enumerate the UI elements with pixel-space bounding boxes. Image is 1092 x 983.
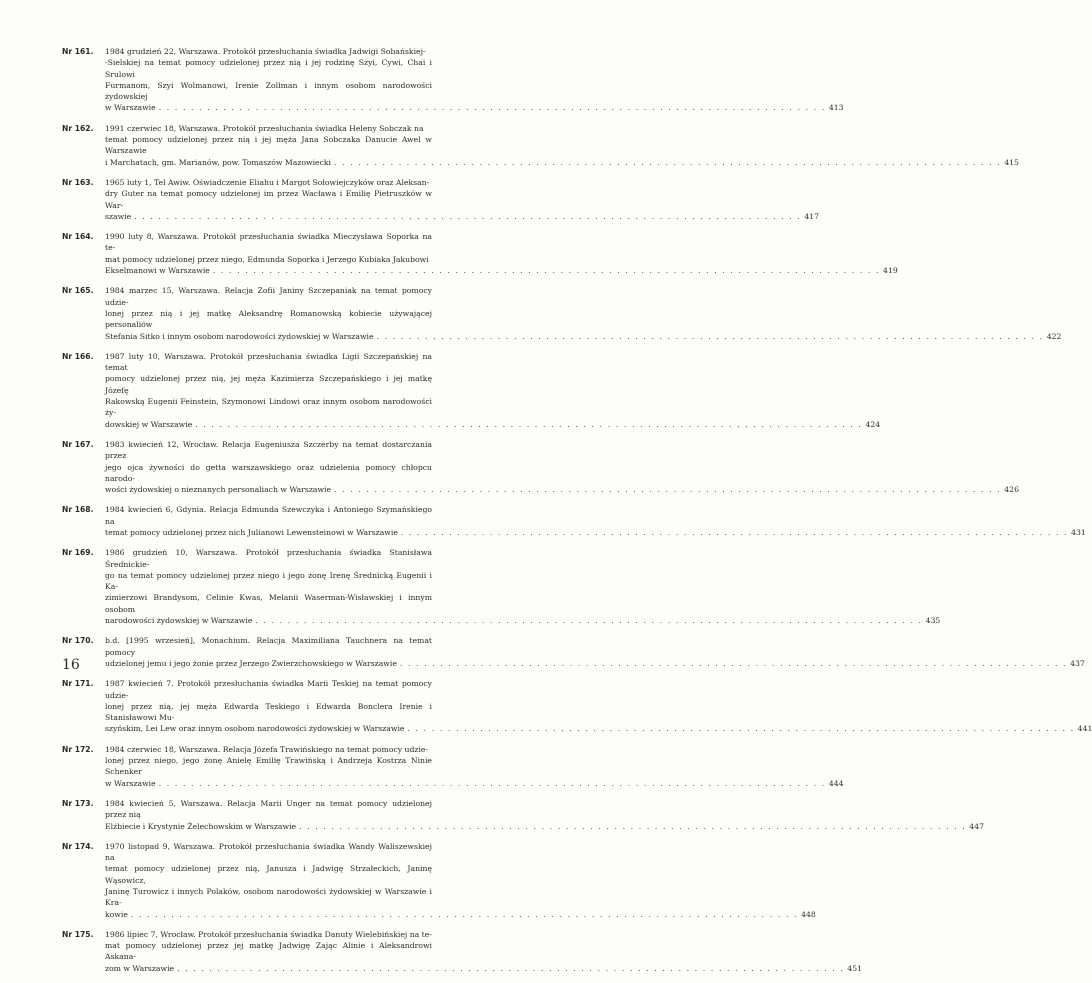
toc-entry[interactable] <box>62 439 1019 495</box>
entry-page-number: 424 <box>865 419 881 429</box>
entry-text-line: 1987 kwiecień 7. Protokół przesłuchania świadka Marii Teskiej na temat pomocy udzie- <box>105 679 432 700</box>
dot-leader: . . . . . . . . . . . . . . . . . . . . . . . . . . . . . . . . . . . . . . . . . . . . . . . . . . . . . . . . . . . . . . . . . . . . . . . . . . . . . . . . . . . <box>212 266 881 276</box>
toc-entry[interactable] <box>62 123 1019 168</box>
entry-text-line: 1990 luty 8, Warszawa. Protokół przesłuchania świadka Mieczysława Soporka na te- <box>105 232 432 253</box>
entry-last-line <box>105 265 898 276</box>
entry-text-line: 1984 czerwiec 18, Warszawa. Relacja Józefa Trawińskiego na temat pomocy udzie- <box>105 744 429 754</box>
entry-text-line: mat pomocy udzielonej przez jej matkę Jadwigę Zając Alinie i Aleksandrowi Askana- <box>105 941 432 962</box>
table-of-contents <box>62 46 1092 983</box>
entry-text-line: Stefania Sitko i innym osobom narodowości żydowskiej w Warszawie <box>105 331 374 341</box>
dot-leader: . . . . . . . . . . . . . . . . . . . . . . . . . . . . . . . . . . . . . . . . . . . . . . . . . . . . . . . . . . . . . . . . . . . . . . . . . . . . . . . . . . . <box>158 778 826 788</box>
entry-page-number: 431 <box>1071 527 1086 537</box>
entry-page-number: 437 <box>1070 658 1085 668</box>
entry-last-line <box>105 778 844 789</box>
entry-text-line: kowie <box>105 909 128 919</box>
toc-entry[interactable] <box>62 841 816 920</box>
toc-entry[interactable] <box>62 231 898 276</box>
entry-text-line: dowskiej w Warszawie <box>105 419 193 429</box>
entry-number: Nr 164. <box>62 232 94 242</box>
entry-last-line <box>105 527 1086 538</box>
entry-text-line: zimierzowi Brandysom, Celinie Kwas, Melanii Waserman-Wisławskiej i innym osobom <box>105 593 432 614</box>
entry-page-number: 451 <box>847 963 862 973</box>
entry-text-line: 1987 luty 10, Warszawa. Protokół przesłuchania świadka Ligii Szczepańskiej na temat <box>105 351 432 373</box>
entry-text-line: pomocy udzielonej przez nią, jej męża Kazimierza Szczepańskiego i jej matkę Józefę <box>105 374 432 395</box>
dot-leader: . . . . . . . . . . . . . . . . . . . . . . . . . . . . . . . . . . . . . . . . . . . . . . . . . . . . . . . . . . . . . . . . . . . . . . . . . . . . . . . . . . . <box>400 527 1069 537</box>
toc-entry[interactable] <box>62 285 1062 341</box>
dot-leader: . . . . . . . . . . . . . . . . . . . . . . . . . . . . . . . . . . . . . . . . . . . . . . . . . . . . . . . . . . . . . . . . . . . . . . . . . . . . . . . . . . . <box>255 616 923 626</box>
entry-text-line: zom w Warszawie <box>105 963 175 973</box>
entry-last-line <box>105 723 1092 734</box>
entry-text-line: 1984 grudzień 22, Warszawa. Protokół przesłuchania świadka Jadwigi Sobańskiej- <box>105 47 426 56</box>
toc-entry[interactable] <box>62 351 881 430</box>
entry-number: Nr 174. <box>62 841 94 851</box>
dot-leader: . . . . . . . . . . . . . . . . . . . . . . . . . . . . . . . . . . . . . . . . . . . . . . . . . . . . . . . . . . . . . . . . . . . . . . . . . . . . . . . . . . . <box>399 658 1068 668</box>
entry-last-line <box>105 615 941 626</box>
dot-leader: . . . . . . . . . . . . . . . . . . . . . . . . . . . . . . . . . . . . . . . . . . . . . . . . . . . . . . . . . . . . . . . . . . . . . . . . . . . . . . . . . . . <box>334 157 1002 167</box>
entry-page-number: 444 <box>828 778 844 788</box>
entry-text-line: wości żydowskiej o nieznanych personaliach w Warszawie <box>105 485 332 495</box>
dot-leader: . . . . . . . . . . . . . . . . . . . . . . . . . . . . . . . . . . . . . . . . . . . . . . . . . . . . . . . . . . . . . . . . . . . . . . . . . . . . . . . . . . . <box>299 821 967 831</box>
entry-number: Nr 171. <box>62 679 94 689</box>
entry-number: Nr 161. <box>62 47 94 56</box>
entry-text-line: w Warszawie <box>105 103 156 113</box>
toc-entry[interactable] <box>62 635 1085 669</box>
entry-number: Nr 167. <box>62 439 94 449</box>
entry-text-line: 1986 grudzień 10, Warszawa. Protokół przesłuchania świadka Stanisława Średnickie- <box>105 548 432 569</box>
entry-text-line: 1986 lipiec 7, Wrocław. Protokół przesłuchania świadka Danuty Wielebińskiej na te- <box>105 929 432 939</box>
entry-text-line: udzielonej jemu i jego żonie przez Jerzego Zwierzchowskiego w Warszawie <box>105 658 397 668</box>
entry-text-line: 1984 kwiecień 5, Warszawa. Relacja Marii Unger na temat pomocy udzielonej przez nią <box>105 798 432 820</box>
entry-text-line: Janinę Turowicz i innych Polaków, osobom narodowości żydowskiej w Warszawie i Kra- <box>105 887 432 908</box>
entry-last-line <box>105 963 862 974</box>
dot-leader: . . . . . . . . . . . . . . . . . . . . . . . . . . . . . . . . . . . . . . . . . . . . . . . . . . . . . . . . . . . . . . . . . . . . . . . . . . . . . . . . . . . <box>130 909 799 919</box>
dot-leader: . . . . . . . . . . . . . . . . . . . . . . . . . . . . . . . . . . . . . . . . . . . . . . . . . . . . . . . . . . . . . . . . . . . . . . . . . . . . . . . . . . . <box>407 724 1075 734</box>
toc-entry[interactable] <box>62 177 820 222</box>
entry-text-line: Ekselmanowi w Warszawie <box>105 266 210 276</box>
entry-text-line: jego ojca żywności do getta warszawskiego oraz udzielenia pomocy chłopcu narodo- <box>105 462 432 483</box>
dot-leader: . . . . . . . . . . . . . . . . . . . . . . . . . . . . . . . . . . . . . . . . . . . . . . . . . . . . . . . . . . . . . . . . . . . . . . . . . . . . . . . . . . . <box>177 963 845 973</box>
entry-text-line: temat pomocy udzielonej przez nią i jej męża Jana Sobczaka Danucie Awel w Warszawie <box>105 135 432 156</box>
entry-text-line: dry Guter na temat pomocy udzielonej im przez Wacława i Emilię Pietruszków w War- <box>105 189 432 210</box>
entry-text-line: -Sielskiej na temat pomocy udzielonej przez nią i jej rodzinę Szyi, Cywi, Chai i Srulowi <box>105 58 432 79</box>
entry-page-number: 448 <box>801 909 816 919</box>
entry-number: Nr 166. <box>62 351 94 361</box>
entry-page-number: 441 <box>1077 724 1092 734</box>
entry-last-line <box>105 419 881 430</box>
entry-text-line: 1991 czerwiec 18, Warszawa. Protokół przesłuchania świadka Heleny Sobczak na <box>105 123 424 133</box>
entry-last-line <box>105 658 1085 669</box>
entry-text-line: w Warszawie <box>105 778 156 788</box>
entry-page-number: 426 <box>1004 485 1019 495</box>
dot-leader: . . . . . . . . . . . . . . . . . . . . . . . . . . . . . . . . . . . . . . . . . . . . . . . . . . . . . . . . . . . . . . . . . . . . . . . . . . . . . . . . . . . <box>134 211 802 221</box>
entry-text-line: lonej przez nią i jej matkę Aleksandrę Romanowską kobiecie używającej personaliów <box>105 308 432 330</box>
entry-text-line: i Marchatach, gm. Marianów, pow. Tomaszów Mazowiecki <box>105 157 332 167</box>
entry-page-number: 419 <box>883 266 898 276</box>
entry-number: Nr 175. <box>62 929 94 939</box>
entry-text-line: lonej przez nią, jej męża Edwarda Teskiego i Edwarda Bonclera Irenie i Stanisławowi Mu- <box>105 701 432 723</box>
toc-entry[interactable] <box>62 46 844 114</box>
dot-leader: . . . . . . . . . . . . . . . . . . . . . . . . . . . . . . . . . . . . . . . . . . . . . . . . . . . . . . . . . . . . . . . . . . . . . . . . . . . . . . . . . . . <box>334 485 1002 495</box>
entry-text-line: go na temat pomocy udzielonej przez niego i jego żonę Irenę Średnicką Eugenii i Ka- <box>105 570 432 592</box>
entry-last-line <box>105 821 984 832</box>
toc-entry[interactable] <box>62 744 844 789</box>
dot-leader: . . . . . . . . . . . . . . . . . . . . . . . . . . . . . . . . . . . . . . . . . . . . . . . . . . . . . . . . . . . . . . . . . . . . . . . . . . . . . . . . . . . <box>195 419 863 429</box>
entry-last-line <box>105 102 844 113</box>
entry-text-line: Furmanom, Szyi Wolmanowi, Irenie Zollman i innym osobom narodowości żydowskiej <box>105 80 432 102</box>
entry-page-number: 415 <box>1004 157 1019 167</box>
entry-text-line: lonej przez niego, jego żonę Anielę Emilię Trawińską i Andrzeja Kostrza Ninie Schenker <box>105 756 432 777</box>
entry-number: Nr 168. <box>62 505 94 515</box>
toc-entry[interactable] <box>62 504 1086 538</box>
entry-page-number: 435 <box>925 616 941 626</box>
entry-text-line: 1970 listopad 9, Warszawa. Protokół przesłuchania świadka Wandy Waliszewskiej na <box>105 841 432 863</box>
entry-text-line: 1965 luty 1, Tel Awiw. Oświadczenie Eliahu i Margot Sołowiejczyków oraz Aleksan- <box>105 177 430 187</box>
toc-entry[interactable] <box>62 547 941 626</box>
entry-text-line: 1983 kwiecień 12, Wrocław. Relacja Eugeniusza Szczerby na temat dostarczania przez <box>105 439 432 461</box>
entry-text-line: b.d. [1995 wrzesień], Monachium. Relacja Maximiliana Tauchnera na temat pomocy <box>105 636 432 657</box>
entry-text-line: narodowości żydowskiej w Warszawie <box>105 616 253 626</box>
entry-page-number: 447 <box>969 821 984 831</box>
toc-entry[interactable] <box>62 678 1092 734</box>
entry-text-line: temat pomocy udzielonej przez nią, Janusza i Jadwigę Strzałeckich, Janinę Wąsowicz, <box>105 864 432 885</box>
entry-last-line <box>105 909 816 920</box>
entry-text-line: szawie <box>105 211 132 221</box>
entry-text-line: 1984 marzec 15, Warszawa. Relacja Zofii Janiny Szczepaniak na temat pomocy udzie- <box>105 286 432 307</box>
entry-number: Nr 162. <box>62 123 94 133</box>
entry-last-line <box>105 211 820 222</box>
entry-page-number: 417 <box>804 211 820 221</box>
entry-text-line: temat pomocy udzielonej przez nich Julianowi Lewensteinowi w Warszawie <box>105 527 398 537</box>
toc-entry[interactable] <box>62 798 984 832</box>
entry-text-line: 1984 kwiecień 6, Gdynia. Relacja Edmunda Szewczyka i Antoniego Szymańskiego na <box>105 505 432 526</box>
dot-leader: . . . . . . . . . . . . . . . . . . . . . . . . . . . . . . . . . . . . . . . . . . . . . . . . . . . . . . . . . . . . . . . . . . . . . . . . . . . . . . . . . . . <box>158 103 826 113</box>
entry-page-number: 413 <box>828 103 844 113</box>
entry-text-line: mat pomocy udzielonej przez niego, Edmunda Soporka i Jerzego Kubiaka Jakubowi <box>105 254 429 264</box>
entry-last-line <box>105 484 1019 495</box>
entry-number: Nr 165. <box>62 286 94 296</box>
entry-number: Nr 170. <box>62 636 94 646</box>
entry-text-line: szyńskim, Lei Lew oraz innym osobom narodowości żydowskiej w Warszawie <box>105 724 405 734</box>
entry-text-line: Elżbiecie i Krystynie Żelechowskim w Warszawie <box>105 821 297 831</box>
entry-number: Nr 169. <box>62 548 94 558</box>
entry-last-line <box>105 157 1019 168</box>
page-number: 16 <box>62 657 80 673</box>
entry-text-line: Rakowską Eugenii Feinstein, Szymonowi Lindowi oraz innym osobom narodowości ży- <box>105 397 432 418</box>
entry-number: Nr 163. <box>62 177 94 187</box>
toc-entry[interactable] <box>62 929 862 974</box>
dot-leader: . . . . . . . . . . . . . . . . . . . . . . . . . . . . . . . . . . . . . . . . . . . . . . . . . . . . . . . . . . . . . . . . . . . . . . . . . . . . . . . . . . . <box>376 331 1044 341</box>
entry-page-number: 422 <box>1046 331 1062 341</box>
entry-last-line <box>105 331 1062 342</box>
entry-number: Nr 172. <box>62 744 94 754</box>
entry-number: Nr 173. <box>62 798 94 808</box>
